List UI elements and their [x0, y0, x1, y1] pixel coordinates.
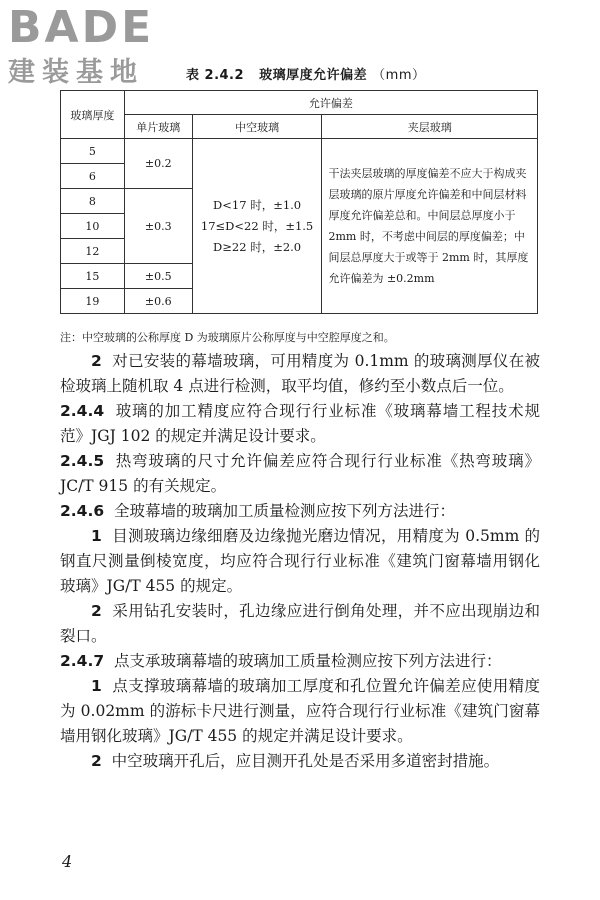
header-hollow: 中空玻璃 — [192, 115, 322, 139]
section-number: 2.4.7 — [60, 652, 105, 670]
paragraph-text: 热弯玻璃的尺寸允许偏差应符合现行行业标准《热弯玻璃》JC/T 915 的有关规定。 — [60, 452, 540, 495]
paragraph — [60, 749, 540, 774]
caption-number: 表 2.4.2 — [186, 68, 245, 83]
table-cell-thickness: 12 — [61, 239, 125, 264]
logo-subtitle: 建装基地 — [8, 57, 144, 88]
paragraph-number: 2 — [91, 602, 102, 620]
paragraph-text: 对已安装的幕墙玻璃，可用精度为 0.1mm 的玻璃测厚仪在被检玻璃上随机取 4 点进行检测，取平均值，修约至小数点后一位。 — [60, 352, 540, 395]
paragraph-text: 中空玻璃开孔后，应目测开孔处是否采用多道密封措施。 — [111, 752, 500, 770]
paragraph-text: 点支撑玻璃幕墙的玻璃加工厚度和孔位置允许偏差应使用精度为 0.02mm 的游标卡尺进行测量，应符合现行行业标准《建筑门窗幕墙用钢化玻璃》JG/T 455 的规定并满足设计要求。 — [60, 677, 540, 745]
body-text — [60, 349, 540, 774]
table-caption — [186, 64, 426, 83]
paragraph-text: 玻璃的加工精度应符合现行行业标准《玻璃幕墙工程技术规范》JGJ 102 的规定并满足设计要求。 — [60, 402, 540, 445]
header-laminated: 夹层玻璃 — [322, 115, 538, 139]
paragraph — [60, 524, 540, 599]
paragraph-text: 点支承玻璃幕墙的玻璃加工质量检测应按下列方法进行： — [114, 652, 502, 670]
header-allowed: 允许偏差 — [124, 91, 537, 115]
paragraph — [60, 449, 540, 499]
tolerance-table — [60, 90, 538, 314]
paragraph-number: 1 — [91, 527, 102, 545]
paragraph-number: 1 — [91, 677, 102, 695]
table-note: 注：中空玻璃的公称厚度 D 为玻璃原片公称厚度与中空腔厚度之和。 — [60, 331, 395, 344]
hollow-line: 17≤D<22 时，±1.5 — [200, 218, 314, 233]
table-cell-thickness: 6 — [61, 164, 125, 189]
paragraph-text: 全玻幕墙的玻璃加工质量检测应按下列方法进行： — [114, 502, 456, 520]
table-cell-thickness: 8 — [61, 189, 125, 214]
paragraph — [60, 349, 540, 399]
hollow-line: D<17 时，±1.0 — [213, 197, 302, 212]
table-cell-single: ±0.2 — [124, 139, 192, 189]
paragraph-number: 2 — [91, 352, 102, 370]
table-cell-thickness: 15 — [61, 264, 125, 289]
table-cell-single: ±0.3 — [124, 189, 192, 264]
section-number: 2.4.5 — [60, 452, 105, 470]
paragraph — [60, 399, 540, 449]
logo-brand: BADE — [8, 2, 155, 53]
table-cell-single: ±0.5 — [124, 264, 192, 289]
paragraph-text: 采用钻孔安装时，孔边缘应进行倒角处理，并不应出现崩边和裂口。 — [60, 602, 540, 645]
hollow-line: D≥22 时，±2.0 — [213, 239, 302, 254]
paragraph-text: 目测玻璃边缘细磨及边缘抛光磨边情况，用精度为 0.5mm 的钢直尺测量倒棱宽度，均应符合现行行业标准《建筑门窗幕墙用钢化玻璃》JG/T 455 的规定。 — [60, 527, 540, 595]
table-cell-single: ±0.6 — [124, 289, 192, 314]
paragraph — [60, 599, 540, 649]
table-cell-thickness: 10 — [61, 214, 125, 239]
table-cell-hollow — [192, 139, 322, 314]
header-thickness: 玻璃厚度 — [61, 91, 125, 139]
page-number: 4 — [62, 852, 73, 871]
table-cell-laminated: 干法夹层玻璃的厚度偏差不应大于构成夹层玻璃的原片厚度允许偏差和中间层材料厚度允许偏差总和。中间层总厚度小于 2mm 时，不考虑中间层的厚度偏差；中间层总厚度大于或等于 2mm 时，其厚度允许偏差为 ±0.2mm — [322, 139, 538, 314]
table-cell-thickness: 5 — [61, 139, 125, 164]
caption-unit: （mm） — [372, 68, 426, 83]
paragraph-number: 2 — [91, 752, 102, 770]
paragraph — [60, 674, 540, 749]
paragraph — [60, 499, 540, 524]
table-cell-thickness: 19 — [61, 289, 125, 314]
section-number: 2.4.6 — [60, 502, 105, 520]
caption-title: 玻璃厚度允许偏差 — [259, 68, 368, 83]
section-number: 2.4.4 — [60, 402, 105, 420]
bade-logo — [6, 4, 176, 90]
paragraph — [60, 649, 540, 674]
header-single: 单片玻璃 — [124, 115, 192, 139]
